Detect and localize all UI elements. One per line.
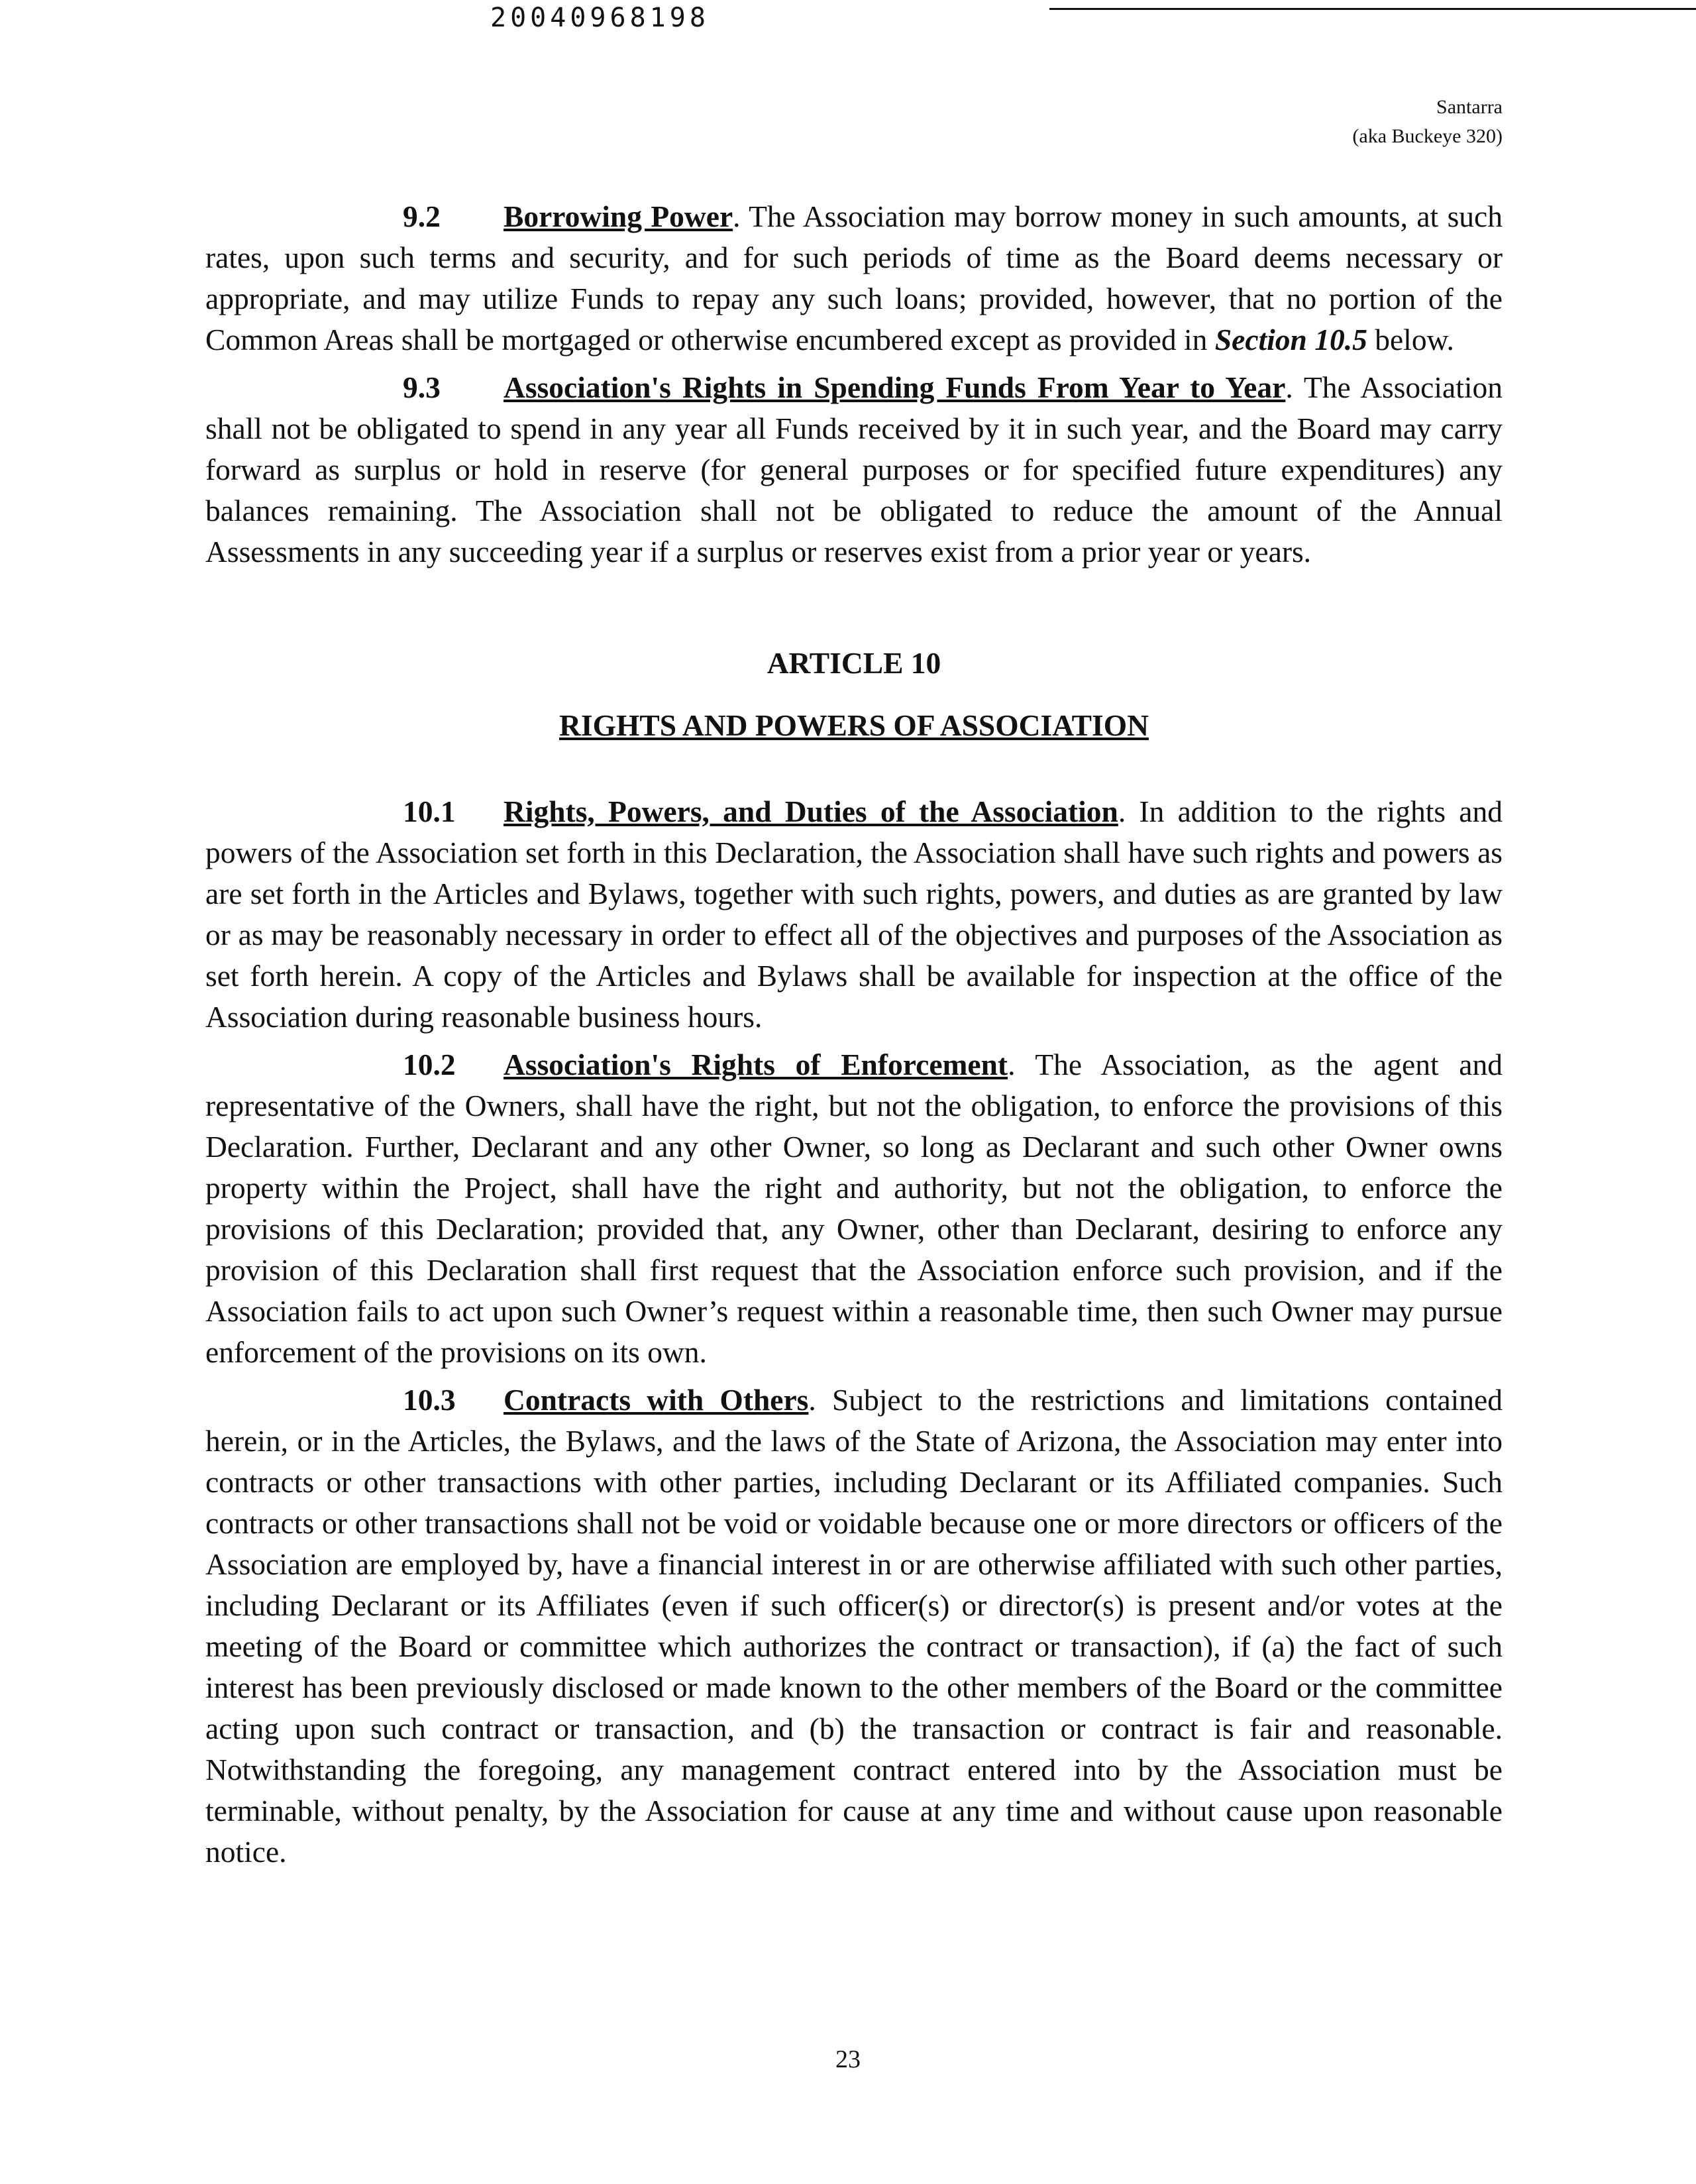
section-10-3	[205, 1380, 1503, 1873]
section-heading: Borrowing Power	[504, 199, 733, 233]
recording-number: 20040968198	[490, 3, 710, 33]
section-text: . In addition to the rights and powers of the Association set forth in this Declaration, the Association shall have such rights and powers as are set forth in the Articles and Bylaws, together with such rights, powers, and duties as are granted by law or as may be reasonably necessary in order to effect all of the objectives and purposes of the Association as set forth herein. A copy of the Articles and Bylaws shall be available for inspection at the office of the Association during reasonable business hours.	[205, 794, 1503, 1034]
section-text: . The Association, as the agent and representative of the Owners, shall have the right, but not the obligation, to enforce the provisions of this Declaration. Further, Declarant and any other Owner, so long as Declarant and such other Owner owns property within the Project, shall have the right and authority, but not the obligation, to enforce the provisions of this Declaration; provided that, any Owner, other than Declarant, desiring to enforce any provision of this Declaration shall first request that the Association enforce such provision, and if the Association fails to act upon such Owner’s request within a reasonable time, then such Owner may pursue enforcement of the provisions on its own.	[205, 1048, 1503, 1369]
section-text: . The Association shall not be obligated to spend in any year all Funds received by it in such year, and the Board may carry forward as surplus or hold in reserve (for general purposes or for specified future expenditures) any balances remaining. The Association shall not be obligated to reduce the amount of the Annual Assessments in any succeeding year if a surplus or reserves exist from a prior year or years.	[205, 370, 1503, 569]
section-text: . Subject to the restrictions and limitations contained herein, or in the Articles, the Bylaws, and the laws of the State of Arizona, the Association may enter into contracts or other transactions with other parties, including Declarant or its Affiliated companies. Such contracts or other transactions shall not be void or voidable because one or more directors or officers of the Association are employed by, have a financial interest in or are otherwise affiliated with such other parties, including Declarant or its Affiliates (even if such officer(s) or director(s) is present and/or votes at the meeting of the Board or committee which authorizes the contract or transaction), if (a) the fact of such interest has been previously disclosed or made known to the other members of the Board or the committee acting upon such contract or transaction, and (b) the transaction or contract is fair and reasonable. Notwithstanding the foregoing, any management contract entered into by the Association must be terminable, without penalty, by the Association for cause at any time and without cause upon reasonable notice.	[205, 1383, 1503, 1869]
article-title: RIGHTS AND POWERS OF ASSOCIATION	[559, 708, 1149, 742]
section-9-2	[205, 196, 1503, 360]
page-number: 23	[835, 2046, 861, 2073]
section-number: 10.1	[403, 794, 456, 828]
section-text-end: below.	[1367, 323, 1454, 356]
document-body	[205, 196, 1503, 1879]
top-rule-line	[1049, 8, 1696, 10]
section-heading: Association's Rights of Enforcement	[504, 1048, 1008, 1081]
section-heading: Association's Rights in Spending Funds From Year to Year	[504, 370, 1286, 404]
section-number: 9.2	[403, 199, 441, 233]
section-9-3	[205, 367, 1503, 573]
section-number: 10.2	[403, 1048, 456, 1081]
section-text: . The Association may borrow money in such amounts, at such rates, upon such terms and security, and for such periods of time as the Board deems necessary or appropriate, and may utilize Funds to repay any such loans; provided, however, that no portion of the Common Areas shall be mortgaged or otherwise encumbered except as provided in	[205, 199, 1503, 356]
section-heading: Rights, Powers, and Duties of the Association	[504, 794, 1118, 828]
section-heading: Contracts with Others	[504, 1383, 809, 1417]
section-number: 10.3	[403, 1383, 456, 1417]
article-number: ARTICLE 10	[767, 646, 941, 680]
section-10-2	[205, 1044, 1503, 1373]
section-10-1	[205, 791, 1503, 1038]
header-project-alias: (aka Buckeye 320)	[1352, 125, 1503, 147]
section-reference: Section 10.5	[1214, 323, 1367, 356]
header-project-name: Santarra	[1436, 96, 1503, 118]
section-number: 9.3	[403, 370, 441, 404]
running-header	[1352, 93, 1503, 151]
